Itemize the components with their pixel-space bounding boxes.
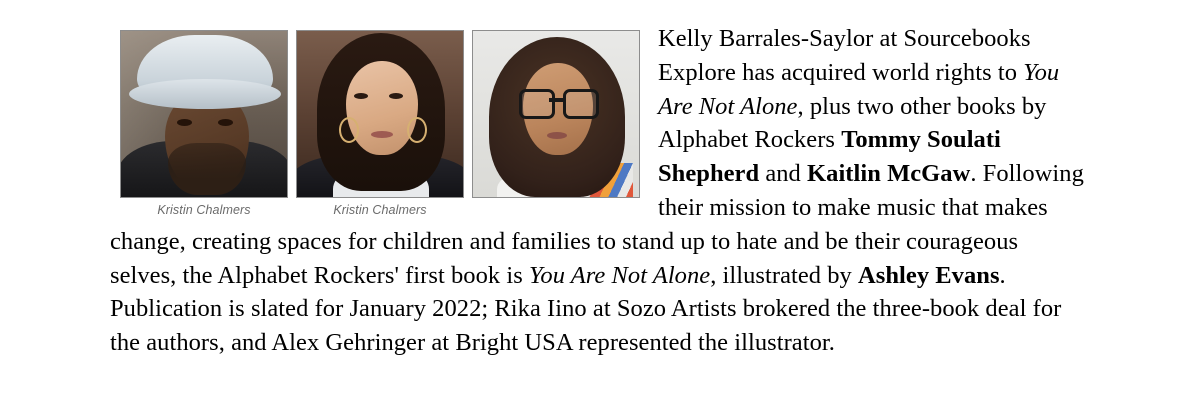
- text-segment: . Following their mission to make music that makes change, creating spaces for children and families to stand up to hate and be their courageous selves, the Alphabet Rockers' first book is: [110, 160, 1084, 289]
- text-segment: You Are Not Alone: [658, 58, 1060, 120]
- text-segment: You Are Not Alone: [528, 261, 711, 289]
- text-segment: Tommy Soulati Shepherd: [658, 126, 1001, 188]
- photo-credit: [472, 198, 640, 203]
- portrait-item-3: [472, 30, 640, 217]
- portrait-row: [120, 30, 640, 217]
- portrait-image-tommy-soulati-shepherd: [120, 30, 288, 198]
- photo-credit: Kristin Chalmers: [157, 203, 251, 217]
- portrait-item-2: [296, 30, 464, 217]
- text-segment: and: [759, 160, 808, 188]
- text-segment: , plus two other books by Alphabet Rockers: [658, 92, 1047, 154]
- portrait-item-1: [120, 30, 288, 217]
- text-segment: . Publication is slated for January 2022; Rika Iino at Sozo Artists brokered the three-book deal for the authors, and Alex Gehringer at Bright USA represented the illustrator.: [110, 261, 1062, 357]
- portrait-image-ashley-evans: [472, 30, 640, 198]
- photo-credit: Kristin Chalmers: [333, 203, 427, 217]
- text-segment: , illustrated by: [710, 261, 859, 289]
- portrait-image-kaitlin-mcgaw: [296, 30, 464, 198]
- text-segment: Kaitlin McGaw: [807, 160, 971, 188]
- text-segment: Ashley Evans: [858, 261, 1000, 289]
- text-segment: Kelly Barrales-Saylor at Sourcebooks Explore has acquired world rights to: [658, 25, 1031, 86]
- portrait-figure-group: [120, 30, 640, 217]
